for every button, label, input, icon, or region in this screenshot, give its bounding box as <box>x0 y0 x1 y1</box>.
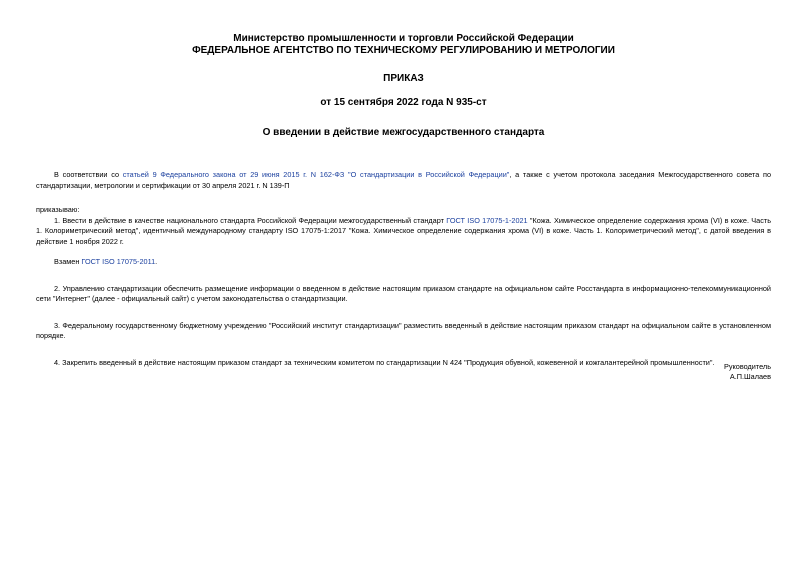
document-type: ПРИКАЗ <box>383 73 424 84</box>
signatory-position: Руководитель <box>723 362 771 371</box>
signature-block <box>724 362 771 382</box>
order-item-1 <box>36 216 771 248</box>
standard-link-old[interactable]: ГОСТ ISO 17075-2011 <box>81 257 156 266</box>
standard-link-new[interactable]: ГОСТ ISO 17075-1-2021 <box>446 215 528 225</box>
order-date-number: от 15 сентября 2022 года N 935-ст <box>320 97 487 108</box>
order-item-3: 3. Федеральному государственному бюджетному учреждению "Российский институт стандартизации" разместить введенный в действие настоящим приказом стандарт на официальном сайте в установленном порядке. <box>36 320 771 340</box>
item1-suffix: "Кожа. Химическое определение содержания хрома (VI) в коже. Часть 1. Колориметрический метод", идентичный международному стандарту ISO 17075-1:2017 "Кожа. Химическое определение содержания хрома (VI) в коже. Часть 1. Колориметрический метод", с датой введения в действие 1 ноября 2022 г. <box>36 215 771 246</box>
item1-prefix: 1. Ввести в действие в качестве национального стандарта Российской Федерации межгосударственный стандарт <box>54 215 447 225</box>
preamble-prefix: В соответствии со <box>54 170 123 179</box>
order-item-2: 2. Управлению стандартизации обеспечить размещение информации о введенном в действие настоящим приказом стандарте на официальном сайте Росстандарта в информационно-телекоммуникационной сети "Интернет" (далее - официальный сайт) с учетом законодательства о стандартизации. <box>36 283 771 303</box>
preamble-suffix: , а также с учетом протокола заседания Межгосударственного совета по стандартизации, метрологии и сертификации от 30 апреля 2021 г. N 139-П <box>36 170 772 190</box>
preamble-paragraph <box>36 170 771 191</box>
ministry-name: Министерство промышленности и торговли Российской Федерации <box>233 33 574 44</box>
order-item-4: 4. Закрепить введенный в действие настоящим приказом стандарт за техническим комитетом по стандартизации N 424 "Продукция обувной, кожевенной и кожгалантерейной промышленности". <box>54 357 715 367</box>
order-subject: О введении в действие межгосударственного стандарта <box>262 127 545 138</box>
replace-prefix: Взамен <box>54 257 82 266</box>
law-link[interactable]: статьей 9 Федерального закона от 29 июня 2015 г. N 162-ФЗ "О стандартизации в Российской Федерации" <box>122 170 510 179</box>
replacement-paragraph <box>36 257 771 268</box>
replace-suffix: . <box>155 257 158 266</box>
ordered-label: приказываю: <box>36 205 80 214</box>
signatory-name: А.П.Шалаев <box>729 372 771 381</box>
agency-name: ФЕДЕРАЛЬНОЕ АГЕНТСТВО ПО ТЕХНИЧЕСКОМУ РЕГУЛИРОВАНИЮ И МЕТРОЛОГИИ <box>192 45 615 56</box>
document-page <box>36 24 771 368</box>
